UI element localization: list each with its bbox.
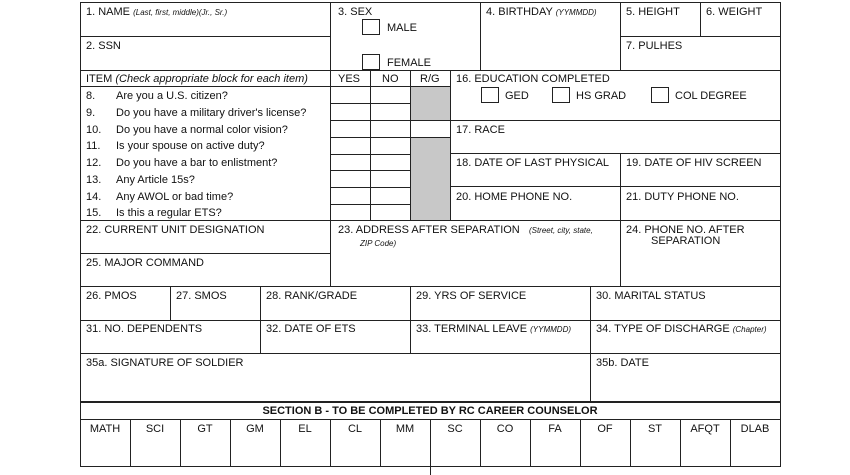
field-20-home-phone-label: 20. HOME PHONE NO. (456, 191, 573, 203)
item-question-12: 12. Do you have a bar to enlistment? (86, 157, 278, 169)
item-question-8: 8. Are you a U.S. citizen? (86, 90, 228, 102)
rule (450, 186, 780, 187)
col-rg-label: R/G (420, 73, 440, 85)
rg-shaded-cell (411, 138, 450, 220)
score-sc: SC (447, 423, 463, 435)
field-29-yrs-service-label: 29. YRS OF SERVICE (416, 290, 527, 302)
rule (590, 286, 591, 353)
score-sci: SCI (145, 423, 165, 435)
field-21-duty-phone-label: 21. DUTY PHONE NO. (626, 191, 739, 203)
ged-label: GED (505, 90, 529, 102)
field-hint: (Street, city, state, (528, 226, 593, 235)
rule (80, 36, 330, 37)
field-2-ssn-label: 2. SSN (86, 40, 121, 52)
field-hint: (Last, first, middle)(Jr., Sr.) (133, 8, 228, 17)
col-degree-checkbox[interactable] (651, 87, 669, 103)
score-gm: GM (246, 423, 264, 435)
field-35b-date-label: 35b. DATE (596, 357, 649, 369)
field-hint: (Chapter) (732, 325, 767, 334)
rule (80, 401, 780, 403)
hs-grad-checkbox[interactable] (552, 87, 570, 103)
field-27-smos-label: 27. SMOS (176, 290, 227, 302)
score-el: EL (298, 423, 312, 435)
field-5-height-label: 5. HEIGHT (626, 6, 680, 18)
rule (80, 286, 780, 287)
score-fa: FA (548, 423, 562, 435)
col-no-label: NO (382, 73, 399, 85)
score-dlab: DLAB (740, 423, 770, 435)
field-34-discharge-label: 34. TYPE OF DISCHARGE (Chapter) (596, 323, 767, 335)
ged-checkbox[interactable] (481, 87, 499, 103)
rule (80, 353, 780, 354)
field-35a-signature-label: 35a. SIGNATURE OF SOLDIER (86, 357, 244, 369)
field-17-race-label: 17. RACE (456, 124, 505, 136)
col-yes-label: YES (338, 73, 361, 85)
col-degree-label: COL DEGREE (675, 90, 747, 102)
rg-shaded-cell (411, 87, 450, 120)
rule (410, 286, 411, 353)
female-label: FEMALE (387, 57, 432, 69)
rule (260, 286, 261, 353)
score-of: OF (597, 423, 613, 435)
rule (80, 253, 330, 254)
field-hint: (YYMMDD) (530, 325, 572, 334)
item-header: ITEM (Check appropriate block for each item) (86, 73, 308, 85)
rule (780, 2, 781, 467)
rule (80, 320, 780, 321)
field-25-major-command-label: 25. MAJOR COMMAND (86, 257, 204, 269)
rule (450, 70, 451, 220)
male-checkbox[interactable] (362, 19, 380, 35)
score-mm: MM (395, 423, 415, 435)
male-label: MALE (387, 22, 417, 34)
field-32-ets-label: 32. DATE OF ETS (266, 323, 356, 335)
rule (330, 120, 450, 121)
rule (80, 220, 780, 221)
score-math: MATH (89, 423, 121, 435)
field-16-education-label: 16. EDUCATION COMPLETED (456, 73, 610, 85)
rule (450, 153, 780, 154)
field-18-physical-label: 18. DATE OF LAST PHYSICAL (456, 157, 610, 169)
field-26-pmos-label: 26. PMOS (86, 290, 137, 302)
item-question-15: 15. Is this a regular ETS? (86, 207, 222, 219)
rule (620, 153, 621, 220)
item-question-9: 9. Do you have a military driver's license? (86, 107, 307, 119)
score-st: ST (647, 423, 663, 435)
field-22-unit-label: 22. CURRENT UNIT DESIGNATION (86, 224, 265, 236)
rule (590, 353, 591, 401)
rule (430, 466, 431, 475)
rule (620, 36, 780, 37)
field-3-sex-label: 3. SEX (338, 6, 373, 18)
rule (480, 2, 481, 70)
field-19-hiv-label: 19. DATE OF HIV SCREEN (626, 157, 762, 169)
score-cl: CL (347, 423, 363, 435)
field-24-phone-after-label-2: SEPARATION (651, 235, 721, 247)
field-33-terminal-leave-label: 33. TERMINAL LEAVE (YYMMDD) (416, 323, 572, 335)
rule (170, 286, 171, 320)
field-4-birthday-label: 4. BIRTHDAY (YYMMDD) (486, 6, 597, 18)
field-1-name-label: 1. NAME (Last, first, middle)(Jr., Sr.) (86, 6, 228, 18)
section-b-title: SECTION B - TO BE COMPLETED BY RC CAREER COUNSELOR (262, 405, 598, 417)
field-24-phone-after-label: 24. PHONE NO. AFTER (626, 224, 745, 236)
rule (620, 220, 621, 286)
score-gt: GT (197, 423, 213, 435)
field-23-address-label: 23. ADDRESS AFTER SEPARATION (Street, city, state, (338, 224, 593, 236)
rule (370, 70, 371, 220)
rule (450, 120, 780, 121)
field-31-dependents-label: 31. NO. DEPENDENTS (86, 323, 203, 335)
rule (330, 2, 331, 286)
item-hint: (Check appropriate block for each item) (115, 73, 308, 85)
field-30-marital-label: 30. MARITAL STATUS (596, 290, 706, 302)
item-question-14: 14. Any AWOL or bad time? (86, 191, 234, 203)
item-question-10: 10. Do you have a normal color vision? (86, 124, 288, 136)
field-7-pulhes-label: 7. PULHES (626, 40, 683, 52)
field-28-rank-label: 28. RANK/GRADE (266, 290, 358, 302)
item-question-13: 13. Any Article 15s? (86, 174, 195, 186)
hs-grad-label: HS GRAD (576, 90, 627, 102)
rule (700, 2, 701, 36)
field-hint: (YYMMDD) (555, 8, 597, 17)
rule (80, 2, 780, 3)
score-co: CO (496, 423, 514, 435)
item-question-11: 11. Is your spouse on active duty? (86, 140, 265, 152)
rule (620, 2, 621, 70)
field-6-weight-label: 6. WEIGHT (706, 6, 763, 18)
female-checkbox[interactable] (362, 54, 380, 70)
score-afqt: AFQT (690, 423, 720, 435)
rule (80, 86, 450, 87)
rule (80, 70, 780, 71)
rule (80, 2, 81, 467)
field-23-hint-zip: ZIP Code) (360, 239, 397, 248)
